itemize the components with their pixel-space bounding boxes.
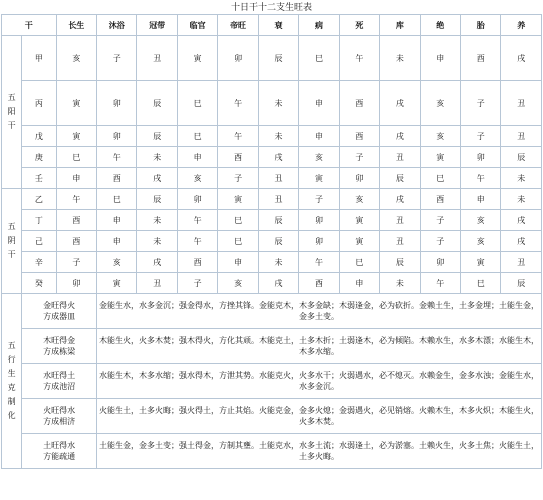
branch-cell: 巳 xyxy=(339,252,379,273)
stem-cell: 庚 xyxy=(22,147,56,168)
branch-cell: 寅 xyxy=(420,147,460,168)
branch-cell: 未 xyxy=(501,168,542,189)
stem-cell: 丁 xyxy=(22,210,56,231)
relation-name-line: 金旺得火 xyxy=(43,301,76,310)
relation-name-line: 水旺得土 xyxy=(43,371,76,380)
branch-cell: 亥 xyxy=(177,168,217,189)
branch-cell: 巳 xyxy=(218,231,258,252)
header-cell: 沐浴 xyxy=(97,15,137,36)
branch-cell: 未 xyxy=(258,252,298,273)
branch-cell: 亥 xyxy=(299,147,339,168)
branch-cell: 申 xyxy=(299,81,339,126)
branch-cell: 戌 xyxy=(501,231,542,252)
branch-cell: 戌 xyxy=(380,81,420,126)
stem-cell: 辛 xyxy=(22,252,56,273)
relation-name-line: 土旺得水 xyxy=(43,441,76,450)
stem-cell: 壬 xyxy=(22,168,56,189)
header-cell: 冠带 xyxy=(137,15,177,36)
group-label-char: 克 xyxy=(7,383,16,392)
branch-cell: 午 xyxy=(218,81,258,126)
relation-name-line: 火旺得水 xyxy=(43,406,76,415)
header-cell: 临官 xyxy=(177,15,217,36)
branch-cell: 卯 xyxy=(218,36,258,81)
branch-cell: 辰 xyxy=(258,36,298,81)
branch-cell: 巳 xyxy=(420,168,460,189)
relation-text: 土能生金，金多土变；强土得金，方制其壅。土能克水，水多土流；水弱逢土，必为淤塞。土赖火生，火多土焦；火能生土，土多火晦。 xyxy=(97,434,542,469)
branch-cell: 丑 xyxy=(380,147,420,168)
branch-cell: 戌 xyxy=(258,273,298,294)
relation-text: 火能生土，土多火晦；强火得土，方止其焰。火能克金，金多火熄；金弱遇火，必见销熔。火赖木生，木多火炽；木能生火，火多木焚。 xyxy=(97,399,542,434)
branch-cell: 申 xyxy=(218,252,258,273)
relation-name xyxy=(22,294,97,329)
branch-cell: 子 xyxy=(339,147,379,168)
branch-cell: 子 xyxy=(218,168,258,189)
group-label-char: 制 xyxy=(7,397,16,406)
header-cell: 帝旺 xyxy=(218,15,258,36)
branch-cell: 亥 xyxy=(460,210,500,231)
relation-name-line: 方能疏通 xyxy=(43,452,76,461)
branch-cell: 卯 xyxy=(97,81,137,126)
branch-cell: 巳 xyxy=(218,210,258,231)
branch-cell: 辰 xyxy=(258,210,298,231)
branch-cell: 戌 xyxy=(380,189,420,210)
branch-cell: 辰 xyxy=(137,189,177,210)
branch-cell: 酉 xyxy=(97,168,137,189)
group-label-char: 行 xyxy=(7,355,16,364)
branch-cell: 亥 xyxy=(56,36,96,81)
branch-cell: 子 xyxy=(56,252,96,273)
branch-cell: 未 xyxy=(258,81,298,126)
branch-cell: 丑 xyxy=(380,231,420,252)
branch-cell: 卯 xyxy=(97,126,137,147)
branch-cell: 酉 xyxy=(177,252,217,273)
branch-cell: 申 xyxy=(97,210,137,231)
branch-cell: 亥 xyxy=(339,189,379,210)
branch-cell: 酉 xyxy=(460,36,500,81)
branch-cell: 未 xyxy=(380,36,420,81)
branch-cell: 午 xyxy=(460,168,500,189)
relation-row xyxy=(2,364,542,399)
branch-cell: 午 xyxy=(218,126,258,147)
branch-cell: 寅 xyxy=(460,252,500,273)
branch-cell: 巳 xyxy=(56,147,96,168)
branch-cell: 子 xyxy=(299,189,339,210)
ten-stems-growth-table xyxy=(1,14,542,469)
group-label-char: 阴 xyxy=(7,236,16,245)
branch-cell: 戌 xyxy=(137,168,177,189)
group-label-char: 生 xyxy=(7,369,16,378)
branch-cell: 申 xyxy=(339,273,379,294)
branch-cell: 寅 xyxy=(97,273,137,294)
branch-cell: 辰 xyxy=(137,81,177,126)
branch-cell: 卯 xyxy=(177,189,217,210)
branch-cell: 巳 xyxy=(177,126,217,147)
table-title: 十日干十二支生旺表 xyxy=(230,3,312,13)
relation-name-line: 方成池沼 xyxy=(43,382,76,391)
branch-cell: 酉 xyxy=(420,189,460,210)
branch-cell: 寅 xyxy=(299,168,339,189)
header-cell: 绝 xyxy=(420,15,460,36)
branch-cell: 丑 xyxy=(501,126,542,147)
stem-cell: 戊 xyxy=(22,126,56,147)
branch-cell: 未 xyxy=(258,126,298,147)
relation-row xyxy=(2,399,542,434)
branch-cell: 寅 xyxy=(56,81,96,126)
branch-cell: 酉 xyxy=(218,147,258,168)
table-row xyxy=(2,252,542,273)
branch-cell: 午 xyxy=(97,147,137,168)
branch-cell: 寅 xyxy=(339,231,379,252)
relation-name-line: 木旺得金 xyxy=(43,336,76,345)
group-label-char: 干 xyxy=(7,121,16,130)
branch-cell: 申 xyxy=(56,168,96,189)
branch-cell: 未 xyxy=(137,147,177,168)
branch-cell: 亥 xyxy=(218,273,258,294)
table-row xyxy=(2,273,542,294)
stem-cell: 丙 xyxy=(22,81,56,126)
table-row xyxy=(2,168,542,189)
group-label-char: 五 xyxy=(7,93,16,102)
group-label-char: 阳 xyxy=(7,107,16,116)
branch-cell: 巳 xyxy=(97,189,137,210)
relation-name-line: 方成相济 xyxy=(43,417,76,426)
table-row xyxy=(2,81,542,126)
branch-cell: 子 xyxy=(420,210,460,231)
group-label-char: 化 xyxy=(7,411,16,420)
branch-cell: 酉 xyxy=(339,126,379,147)
table-row xyxy=(2,231,542,252)
branch-cell: 卯 xyxy=(420,252,460,273)
branch-cell: 寅 xyxy=(339,210,379,231)
branch-cell: 未 xyxy=(380,273,420,294)
branch-cell: 寅 xyxy=(177,36,217,81)
branch-cell: 巳 xyxy=(460,273,500,294)
relation-row xyxy=(2,294,542,329)
relation-name xyxy=(22,364,97,399)
branch-cell: 亥 xyxy=(420,126,460,147)
wuxing-group-label xyxy=(2,294,22,469)
branch-cell: 子 xyxy=(460,81,500,126)
table-row xyxy=(2,189,542,210)
relation-name xyxy=(22,434,97,469)
relation-name-line: 方成栋梁 xyxy=(43,347,76,356)
branch-cell: 酉 xyxy=(56,231,96,252)
branch-cell: 子 xyxy=(460,126,500,147)
yin-group-label xyxy=(2,189,22,294)
branch-cell: 戌 xyxy=(137,252,177,273)
relation-row xyxy=(2,329,542,364)
header-cell: 衰 xyxy=(258,15,298,36)
stem-cell: 己 xyxy=(22,231,56,252)
branch-cell: 辰 xyxy=(258,231,298,252)
branch-cell: 丑 xyxy=(501,252,542,273)
branch-cell: 丑 xyxy=(137,273,177,294)
branch-cell: 巳 xyxy=(177,81,217,126)
branch-cell: 子 xyxy=(97,36,137,81)
branch-cell: 午 xyxy=(177,231,217,252)
header-cell: 养 xyxy=(501,15,542,36)
branch-cell: 酉 xyxy=(299,273,339,294)
header-row xyxy=(2,15,542,36)
header-cell: 胎 xyxy=(460,15,500,36)
branch-cell: 丑 xyxy=(501,81,542,126)
branch-cell: 午 xyxy=(339,36,379,81)
branch-cell: 卯 xyxy=(460,147,500,168)
stem-cell: 癸 xyxy=(22,273,56,294)
table-row xyxy=(2,126,542,147)
branch-cell: 戌 xyxy=(501,36,542,81)
branch-cell: 丑 xyxy=(380,210,420,231)
branch-cell: 卯 xyxy=(299,210,339,231)
table-body xyxy=(2,36,542,469)
branch-cell: 辰 xyxy=(137,126,177,147)
group-label-char: 干 xyxy=(7,250,16,259)
branch-cell: 子 xyxy=(177,273,217,294)
branch-cell: 戌 xyxy=(501,210,542,231)
branch-cell: 酉 xyxy=(339,81,379,126)
branch-cell: 酉 xyxy=(56,210,96,231)
branch-cell: 未 xyxy=(137,210,177,231)
yang-group-label xyxy=(2,36,22,189)
branch-cell: 申 xyxy=(97,231,137,252)
branch-cell: 申 xyxy=(177,147,217,168)
group-label-char: 五 xyxy=(7,222,16,231)
branch-cell: 卯 xyxy=(56,273,96,294)
relation-text: 水能生木，木多水缩；强水得木，方泄其势。水能克火，火多水干；火弱遇水，必不熄灭。水赖金生，金多水浊；金能生水，水多金沉。 xyxy=(97,364,542,399)
branch-cell: 子 xyxy=(420,231,460,252)
branch-cell: 未 xyxy=(501,189,542,210)
table-row xyxy=(2,36,542,81)
branch-cell: 巳 xyxy=(299,36,339,81)
relation-row xyxy=(2,434,542,469)
branch-cell: 亥 xyxy=(420,81,460,126)
header-cell: 死 xyxy=(339,15,379,36)
branch-cell: 亥 xyxy=(460,231,500,252)
branch-cell: 亥 xyxy=(97,252,137,273)
branch-cell: 辰 xyxy=(501,147,542,168)
branch-cell: 午 xyxy=(56,189,96,210)
header-cell: 长生 xyxy=(56,15,96,36)
relation-name xyxy=(22,329,97,364)
branch-cell: 丑 xyxy=(137,36,177,81)
branch-cell: 寅 xyxy=(56,126,96,147)
branch-cell: 午 xyxy=(420,273,460,294)
group-label-char: 五 xyxy=(7,341,16,350)
branch-cell: 辰 xyxy=(501,273,542,294)
branch-cell: 申 xyxy=(460,189,500,210)
branch-cell: 丑 xyxy=(258,189,298,210)
stem-cell: 乙 xyxy=(22,189,56,210)
relation-name-line: 方成器皿 xyxy=(43,312,76,321)
header-cell: 库 xyxy=(380,15,420,36)
branch-cell: 卯 xyxy=(299,231,339,252)
header-cell: 病 xyxy=(299,15,339,36)
branch-cell: 午 xyxy=(299,252,339,273)
branch-cell: 寅 xyxy=(218,189,258,210)
table-row xyxy=(2,210,542,231)
branch-cell: 午 xyxy=(177,210,217,231)
branch-cell: 未 xyxy=(137,231,177,252)
relation-text: 木能生火，火多木焚；强木得火，方化其顽。木能克土，土多木折；土弱逢木，必为倾陷。木赖水生，水多木漂；水能生木，木多水缩。 xyxy=(97,329,542,364)
branch-cell: 戌 xyxy=(258,147,298,168)
branch-cell: 申 xyxy=(420,36,460,81)
branch-cell: 辰 xyxy=(380,252,420,273)
branch-cell: 申 xyxy=(299,126,339,147)
branch-cell: 丑 xyxy=(258,168,298,189)
stem-cell: 甲 xyxy=(22,36,56,81)
relation-name xyxy=(22,399,97,434)
branch-cell: 辰 xyxy=(380,168,420,189)
branch-cell: 戌 xyxy=(380,126,420,147)
table-row xyxy=(2,147,542,168)
header-stem: 干 xyxy=(2,15,57,36)
relation-text: 金能生水，水多金沉；强金得水，方挫其锋。金能克木，木多金缺；木弱逢金，必为砍折。金赖土生，土多金埋；土能生金，金多土变。 xyxy=(97,294,542,329)
branch-cell: 卯 xyxy=(339,168,379,189)
